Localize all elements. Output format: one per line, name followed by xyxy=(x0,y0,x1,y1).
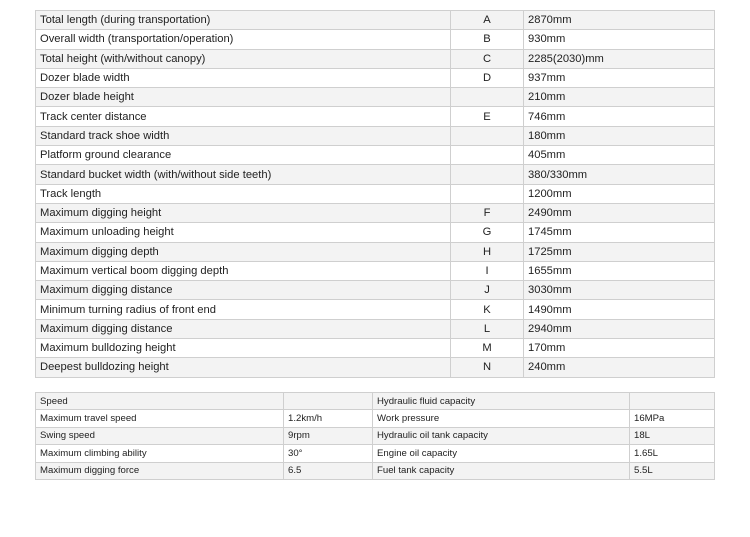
table-row xyxy=(36,126,715,145)
spec-value: 1725mm xyxy=(524,242,715,261)
table-row xyxy=(36,88,715,107)
perf-label: Swing speed xyxy=(36,427,284,444)
perf-label: Hydraulic fluid capacity xyxy=(373,393,630,410)
spec-code: L xyxy=(451,319,524,338)
table-row xyxy=(36,319,715,338)
spec-value: 405mm xyxy=(524,146,715,165)
spec-value: 1200mm xyxy=(524,184,715,203)
performance-table xyxy=(35,392,715,480)
table-row xyxy=(36,242,715,261)
spec-code: G xyxy=(451,223,524,242)
perf-value xyxy=(284,393,373,410)
perf-label: Maximum digging force xyxy=(36,462,284,479)
dimensions-table xyxy=(35,10,715,378)
spec-code: A xyxy=(451,11,524,30)
table-row xyxy=(36,146,715,165)
perf-value: 30° xyxy=(284,445,373,462)
spec-code: B xyxy=(451,30,524,49)
spec-value: 930mm xyxy=(524,30,715,49)
perf-value: 1.65L xyxy=(630,445,715,462)
spec-label: Maximum digging distance xyxy=(36,319,451,338)
table-row xyxy=(36,281,715,300)
table-row xyxy=(36,49,715,68)
spec-label: Total length (during transportation) xyxy=(36,11,451,30)
spec-value: 170mm xyxy=(524,339,715,358)
spec-value: 1655mm xyxy=(524,261,715,280)
perf-value: 1.2km/h xyxy=(284,410,373,427)
perf-value: 5.5L xyxy=(630,462,715,479)
spec-value: 240mm xyxy=(524,358,715,377)
spec-code: M xyxy=(451,339,524,358)
table-row xyxy=(36,223,715,242)
spec-code: C xyxy=(451,49,524,68)
table-row xyxy=(36,427,715,444)
perf-value xyxy=(630,393,715,410)
table-row xyxy=(36,11,715,30)
table-row xyxy=(36,445,715,462)
spec-label: Standard bucket width (with/without side teeth) xyxy=(36,165,451,184)
perf-label: Maximum travel speed xyxy=(36,410,284,427)
spec-code: H xyxy=(451,242,524,261)
spec-label: Maximum digging distance xyxy=(36,281,451,300)
table-row xyxy=(36,462,715,479)
spec-code xyxy=(451,88,524,107)
spec-code xyxy=(451,146,524,165)
spec-code xyxy=(451,184,524,203)
perf-label: Maximum climbing ability xyxy=(36,445,284,462)
table-row xyxy=(36,261,715,280)
table-row xyxy=(36,184,715,203)
perf-label: Fuel tank capacity xyxy=(373,462,630,479)
spec-value: 2285(2030)mm xyxy=(524,49,715,68)
spec-label: Track length xyxy=(36,184,451,203)
spec-label: Overall width (transportation/operation) xyxy=(36,30,451,49)
spec-code: D xyxy=(451,68,524,87)
perf-value: 16MPa xyxy=(630,410,715,427)
table-row xyxy=(36,107,715,126)
table-row xyxy=(36,165,715,184)
table-row xyxy=(36,410,715,427)
table-row xyxy=(36,358,715,377)
perf-label: Speed xyxy=(36,393,284,410)
table-row xyxy=(36,68,715,87)
spec-label: Minimum turning radius of front end xyxy=(36,300,451,319)
spec-value: 746mm xyxy=(524,107,715,126)
spec-label: Total height (with/without canopy) xyxy=(36,49,451,68)
table-row xyxy=(36,393,715,410)
table-row xyxy=(36,339,715,358)
spec-value: 180mm xyxy=(524,126,715,145)
spec-value: 1490mm xyxy=(524,300,715,319)
spec-value: 2870mm xyxy=(524,11,715,30)
perf-label: Hydraulic oil tank capacity xyxy=(373,427,630,444)
table-row xyxy=(36,30,715,49)
perf-label: Engine oil capacity xyxy=(373,445,630,462)
spec-value: 2490mm xyxy=(524,203,715,222)
perf-value: 6.5 xyxy=(284,462,373,479)
spec-code: I xyxy=(451,261,524,280)
spec-value: 2940mm xyxy=(524,319,715,338)
spec-code xyxy=(451,165,524,184)
spec-code xyxy=(451,126,524,145)
perf-value: 18L xyxy=(630,427,715,444)
spec-label: Maximum unloading height xyxy=(36,223,451,242)
spec-label: Dozer blade height xyxy=(36,88,451,107)
spec-value: 380/330mm xyxy=(524,165,715,184)
spec-code: E xyxy=(451,107,524,126)
perf-value: 9rpm xyxy=(284,427,373,444)
spec-label: Maximum digging height xyxy=(36,203,451,222)
spec-value: 937mm xyxy=(524,68,715,87)
spec-label: Platform ground clearance xyxy=(36,146,451,165)
spec-code: K xyxy=(451,300,524,319)
spec-code: N xyxy=(451,358,524,377)
table-row xyxy=(36,203,715,222)
spec-code: J xyxy=(451,281,524,300)
spec-label: Maximum vertical boom digging depth xyxy=(36,261,451,280)
spec-label: Track center distance xyxy=(36,107,451,126)
perf-label: Work pressure xyxy=(373,410,630,427)
table-row xyxy=(36,300,715,319)
spec-value: 210mm xyxy=(524,88,715,107)
spec-label: Dozer blade width xyxy=(36,68,451,87)
spec-label: Standard track shoe width xyxy=(36,126,451,145)
spec-value: 3030mm xyxy=(524,281,715,300)
spec-code: F xyxy=(451,203,524,222)
spec-label: Maximum bulldozing height xyxy=(36,339,451,358)
spec-value: 1745mm xyxy=(524,223,715,242)
spec-label: Deepest bulldozing height xyxy=(36,358,451,377)
spec-label: Maximum digging depth xyxy=(36,242,451,261)
